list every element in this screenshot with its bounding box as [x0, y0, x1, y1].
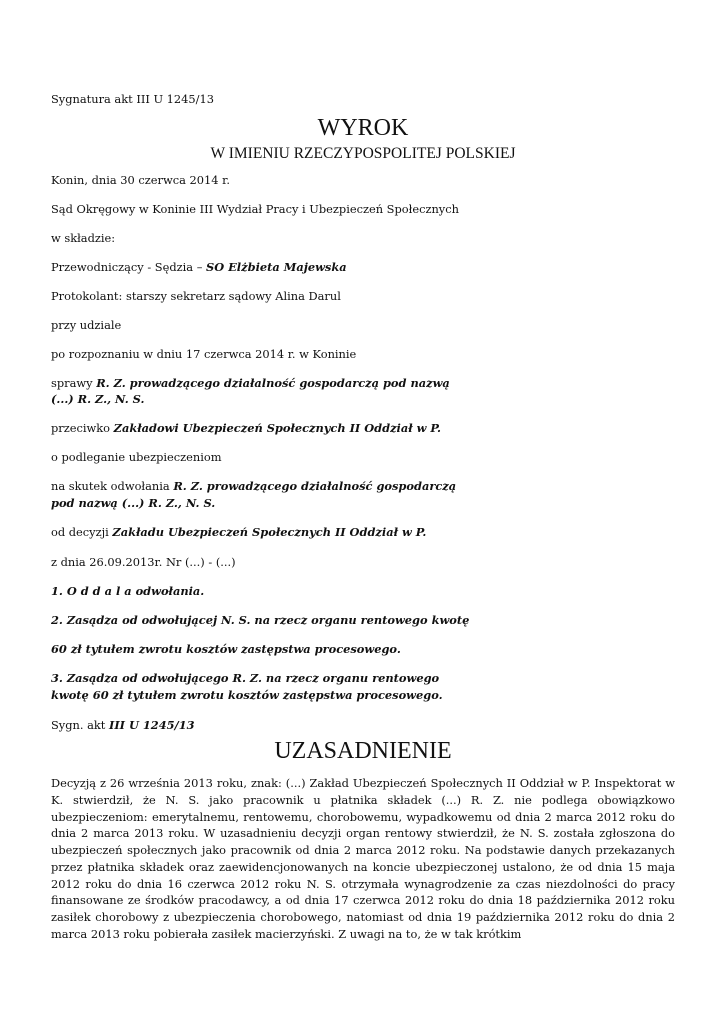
appeal-line-2: pod nazwą (...) R. Z., N. S.: [51, 496, 216, 510]
appeal-label: na skutek odwołania: [51, 479, 174, 493]
against-party: Zakładowi Ubezpieczeń Społecznych II Oddział w P.: [113, 421, 442, 435]
hearing-info: po rozpoznaniu w dniu 17 czerwca 2014 r. w Koninie: [51, 347, 357, 361]
appeal-party: R. Z. prowadzącego działalność gospodarczą: [173, 479, 457, 493]
presiding-judge: [51, 259, 347, 275]
court-name: Sąd Okręgowy w Koninie III Wydział Pracy i Ubezpieczeń Społecznych: [51, 202, 459, 216]
chair-name: SO Elżbieta Majewska: [206, 260, 347, 274]
case-signature: Sygnatura akt III U 1245/13: [51, 92, 214, 106]
chair-label: Przewodniczący - Sędzia –: [51, 260, 207, 274]
ruling-item-3-line-2: kwotę 60 zł tytułem zwrotu kosztów zastępstwa procesowego.: [51, 688, 443, 702]
matter-party: R. Z. prowadzącego działalność gospodarczą pod nazwą: [96, 376, 450, 390]
matter-line-2: (...) R. Z., N. S.: [51, 392, 145, 406]
ruling-item-2-line-1: 2. Zasądza od odwołującej N. S. na rzecz organu rentowego kwotę: [51, 613, 470, 627]
decision-authority: Zakładu Ubezpieczeń Społecznych II Oddział w P.: [112, 525, 427, 539]
decision-line: [51, 524, 426, 540]
justification-title: UZASADNIENIE: [274, 738, 452, 764]
composition-label: w składzie:: [51, 231, 116, 245]
case-subject: o podleganie ubezpieczeniom: [51, 450, 222, 464]
appeal-line-1: [51, 478, 456, 494]
footer-signature-value: III U 1245/13: [109, 718, 195, 732]
ruling-item-3-line-1: 3. Zasądza od odwołującego R. Z. na rzecz organu rentowego: [51, 671, 440, 685]
footer-signature-label: Sygn. akt: [51, 718, 109, 732]
judgment-title: WYROK: [317, 115, 409, 141]
ruling-item-2-line-2: 60 zł tytułem zwrotu kosztów zastępstwa procesowego.: [51, 642, 401, 656]
ruling-item-1: 1. O d d a l a odwołania.: [51, 584, 205, 598]
place-date: Konin, dnia 30 czerwca 2014 r.: [51, 173, 230, 187]
participation-label: przy udziale: [51, 318, 122, 332]
court-clerk: Protokolant: starszy sekretarz sądowy Alina Darul: [51, 289, 341, 303]
against-label: przeciwko: [51, 421, 114, 435]
matter-line-1: [51, 375, 450, 391]
footer-signature: [51, 717, 195, 733]
matter-label: sprawy: [51, 376, 97, 390]
justification-text: Decyzją z 26 września 2013 roku, znak: (...) Zakład Ubezpieczeń Społecznych II Oddział w P. Inspektorat w K. stwierdził, że N. S. jako pracownik u płatnika składek (...) R. Z. nie podlega obowiązkowo ubezpieczeniom: emerytalnemu, rentowemu, chorobowemu, wypadkowemu od dnia 2 marca 2012 roku do dnia 2 marca 2013 roku. W uzasadnieniu decyzji organ rentowy stwierdził, że N. S. została zgłoszona do ubezpieczeń społecznych jako pracownik od dnia 2 marca 2012 roku. Na podstawie danych przekazanych przez płatnika składek oraz zaewidencjonowanych na koncie ubezpieczonej ustalono, że od dnia 15 maja 2012 roku do dnia 16 czerwca 2012 roku N. S. otrzymała wynagrodzenie za czas niezdolności do pracy finansowane ze środków pracodawcy, a od dnia 17 czerwca 2012 roku do dnia 18 października 2012 roku zasiłek chorobowy z ubezpieczenia chorobowego, natomiast od dnia 19 października 2012 roku do dnia 2 marca 2013 roku pobierała zasiłek macierzyński. Z uwagi na to, że w tak krótkim: [51, 776, 675, 941]
decision-date: z dnia 26.09.2013r. Nr (...) - (...): [51, 555, 236, 569]
decision-label: od decyzji: [51, 525, 113, 539]
judgment-subtitle: W IMIENIU RZECZYPOSPOLITEJ POLSKIEJ: [210, 145, 516, 162]
against-line: [51, 420, 441, 436]
